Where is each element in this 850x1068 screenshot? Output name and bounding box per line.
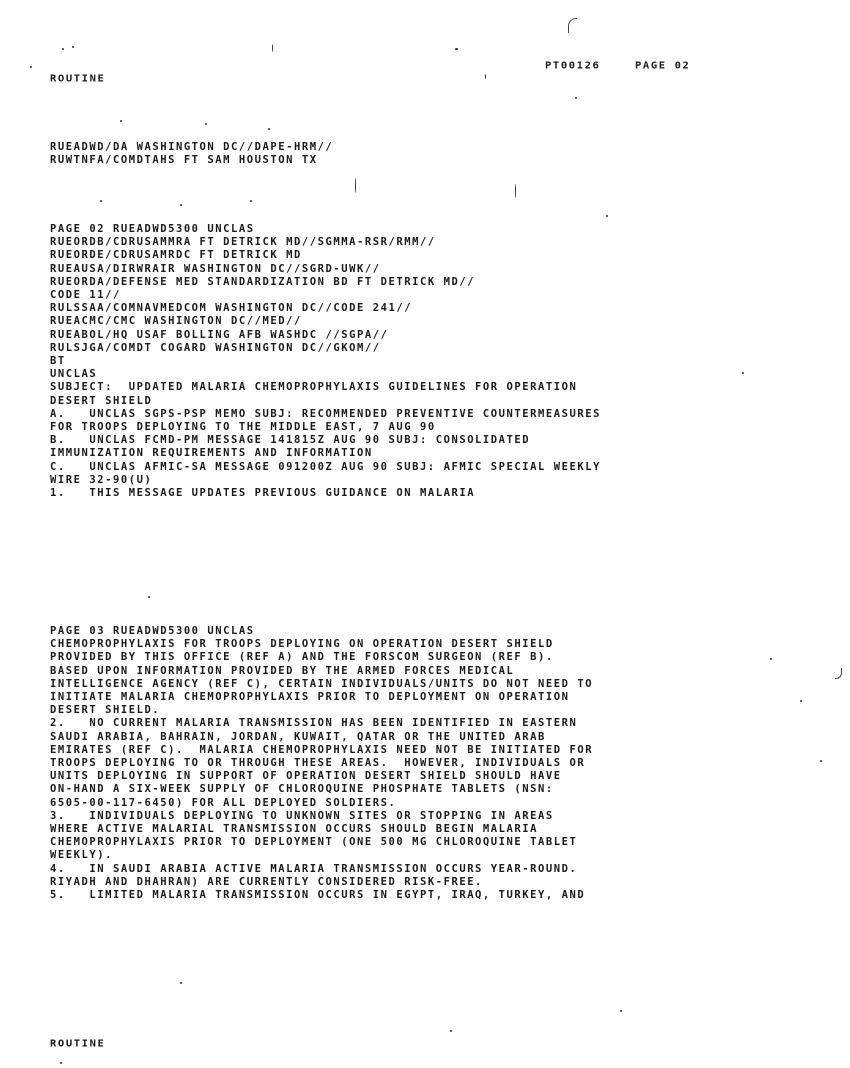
routing-line: RUWTNFA/COMDTAHS FT SAM HOUSTON TX xyxy=(50,154,318,167)
text-line: WEEKLY). xyxy=(50,849,113,862)
scan-speck xyxy=(820,760,822,762)
scan-speck xyxy=(250,200,252,202)
scan-speck xyxy=(620,1010,622,1012)
text-line: CHEMOPROPHYLAXIS FOR TROOPS DEPLOYING ON OPERATION DESERT SHIELD xyxy=(50,638,554,651)
text-line: CHEMOPROPHYLAXIS PRIOR TO DEPLOYMENT (ONE 500 MG CHLOROQUINE TABLET xyxy=(50,836,578,849)
text-line: FOR TROOPS DEPLOYING TO THE MIDDLE EAST, 7 AUG 90 xyxy=(50,421,436,434)
routing-line: RUEADWD/DA WASHINGTON DC//DAPE-HRM// xyxy=(50,141,334,153)
scan-speck xyxy=(72,46,74,48)
text-line: SAUDI ARABIA, BAHRAIN, JORDAN, KUWAIT, QATAR OR THE UNITED ARAB xyxy=(50,730,546,743)
text-line: UNITS DEPLOYING IN SUPPORT OF OPERATION DESERT SHIELD SHOULD HAVE xyxy=(50,770,562,783)
text-line: UNCLAS xyxy=(50,368,98,381)
paragraph-line: 1. THIS MESSAGE UPDATES PREVIOUS GUIDANCE ON MALARIA xyxy=(50,487,476,500)
reference-line: B. UNCLAS FCMD-PM MESSAGE 141815Z AUG 90 SUBJ: CONSOLIDATED xyxy=(50,434,531,447)
routing-block xyxy=(50,141,333,167)
page3-block xyxy=(50,625,593,902)
scan-speck xyxy=(455,48,458,50)
text-line: CODE 11// xyxy=(50,289,121,302)
classification-bottom: ROUTINE xyxy=(50,1038,106,1050)
scan-speck xyxy=(62,48,64,50)
text-line: RUEORDB/CDRUSAMMRA FT DETRICK MD//SGMMA-RSR/RMM// xyxy=(50,236,436,249)
text-line: PAGE 02 RUEADWD5300 UNCLAS xyxy=(50,223,255,235)
text-line: ON-HAND A SIX-WEEK SUPPLY OF CHLOROQUINE PHOSPHATE TABLETS (NSN: xyxy=(50,783,554,796)
scan-speck xyxy=(800,700,802,702)
scan-speck xyxy=(450,1030,452,1032)
text-line: PROVIDED BY THIS OFFICE (REF A) AND THE FORSCOM SURGEON (REF B). xyxy=(50,651,554,664)
text-line: PAGE 03 RUEADWD5300 UNCLAS xyxy=(50,625,255,637)
text-line: DESERT SHIELD xyxy=(50,394,153,407)
text-line: DESERT SHIELD. xyxy=(50,704,161,717)
scan-speck xyxy=(100,200,102,202)
paragraph-line: 3. INDIVIDUALS DEPLOYING TO UNKNOWN SITES OR STOPPING IN AREAS xyxy=(50,809,554,822)
text-line: RUEORDA/DEFENSE MED STANDARDIZATION BD FT DETRICK MD// xyxy=(50,275,476,288)
scan-speck xyxy=(515,184,516,198)
text-line: RUEABOL/HQ USAF BOLLING AFB WASHDC //SGPA// xyxy=(50,328,389,341)
scan-speck xyxy=(770,658,772,660)
text-line: WHERE ACTIVE MALARIAL TRANSMISSION OCCURS SHOULD BEGIN MALARIA xyxy=(50,823,539,836)
page-label: PAGE 02 xyxy=(635,60,691,72)
scan-mark xyxy=(568,18,577,33)
scan-speck xyxy=(485,74,486,79)
text-line: INITIATE MALARIA CHEMOPROPHYLAXIS PRIOR TO DEPLOYMENT ON OPERATION xyxy=(50,691,570,704)
scan-speck xyxy=(180,204,182,206)
message-ref: PT00126 xyxy=(545,60,601,72)
text-line: RUEAUSA/DIRWRAIR WASHINGTON DC//SGRD-UWK// xyxy=(50,262,381,275)
text-line: 6505-00-117-6450) FOR ALL DEPLOYED SOLDIERS. xyxy=(50,796,397,809)
text-line: TROOPS DEPLOYING TO OR THROUGH THESE AREAS. HOWEVER, INDIVIDUALS OR xyxy=(50,757,586,770)
scan-mark xyxy=(835,668,842,679)
scan-speck xyxy=(205,123,207,125)
scan-speck xyxy=(575,97,577,99)
scan-speck xyxy=(180,982,182,984)
text-line: INTELLIGENCE AGENCY (REF C), CERTAIN INDIVIDUALS/UNITS DO NOT NEED TO xyxy=(50,677,594,690)
scan-speck xyxy=(60,1062,62,1064)
classification-top: ROUTINE xyxy=(50,73,106,85)
text-line: RULSSAA/COMNAVMEDCOM WASHINGTON DC//CODE 241// xyxy=(50,302,413,315)
text-line: RULSJGA/COMDT COGARD WASHINGTON DC//GKOM// xyxy=(50,341,381,354)
scan-speck xyxy=(742,372,744,374)
scan-speck xyxy=(268,128,270,130)
text-line: BASED UPON INFORMATION PROVIDED BY THE ARMED FORCES MEDICAL xyxy=(50,664,515,677)
scan-speck xyxy=(120,120,122,122)
scan-speck xyxy=(30,66,32,68)
scan-speck xyxy=(272,44,273,52)
text-line: EMIRATES (REF C). MALARIA CHEMOPROPHYLAXIS NEED NOT BE INITIATED FOR xyxy=(50,743,594,756)
paragraph-line: 4. IN SAUDI ARABIA ACTIVE MALARIA TRANSMISSION OCCURS YEAR-ROUND. xyxy=(50,862,578,875)
subject-line: SUBJECT: UPDATED MALARIA CHEMOPROPHYLAXIS GUIDELINES FOR OPERATION xyxy=(50,381,578,394)
paragraph-line: 2. NO CURRENT MALARIA TRANSMISSION HAS BEEN IDENTIFIED IN EASTERN xyxy=(50,717,578,730)
reference-line: A. UNCLAS SGPS-PSP MEMO SUBJ: RECOMMENDED PREVENTIVE COUNTERMEASURES xyxy=(50,407,602,420)
text-line: RIYADH AND DHAHRAN) ARE CURRENTLY CONSIDERED RISK-FREE. xyxy=(50,875,483,888)
scan-speck xyxy=(148,596,150,598)
reference-line: C. UNCLAS AFMIC-SA MESSAGE 091200Z AUG 90 SUBJ: AFMIC SPECIAL WEEKLY xyxy=(50,460,602,473)
text-line: BT xyxy=(50,355,66,368)
scan-speck xyxy=(355,178,356,193)
paragraph-line: 5. LIMITED MALARIA TRANSMISSION OCCURS IN EGYPT, IRAQ, TURKEY, AND xyxy=(50,889,586,902)
text-line: RUEORDE/CDRUSAMRDC FT DETRICK MD xyxy=(50,249,302,262)
text-line: RUEACMC/CMC WASHINGTON DC//MED// xyxy=(50,315,302,328)
page2-block xyxy=(50,223,601,500)
scan-speck xyxy=(606,215,608,217)
text-line: WIRE 32-90(U) xyxy=(50,473,153,486)
text-line: IMMUNIZATION REQUIREMENTS AND INFORMATION xyxy=(50,447,373,460)
